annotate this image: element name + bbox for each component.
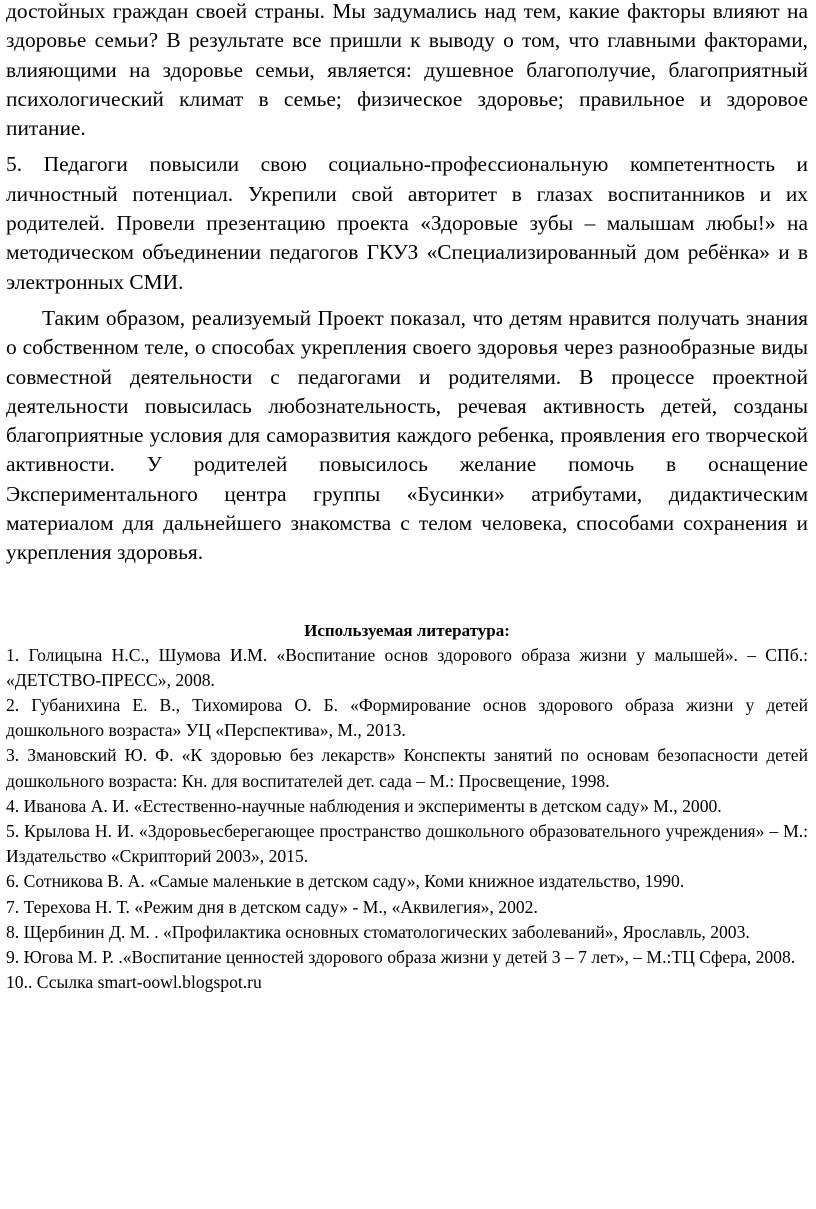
literature-item: 4. Иванова А. И. «Естественно-научные наблюдения и эксперименты в детском саду» М., 2000. — [6, 795, 722, 816]
literature-title: Используемая литература: — [304, 620, 510, 640]
literature-item: 5. Крылова Н. И. «Здоровьесберегающее пространство дошкольного образовательного учреждения» – М.: Издательство «Скрипторий 2003», 2015. — [6, 821, 808, 867]
paragraph-teachers-competence: 5. Педагоги повысили свою социально-профессиональную компетентность и личностный потенциал. Укрепили свой авторитет в глазах воспитанников и их родителей. Провели презентацию проекта «Здоровые зубы – малышам любы!» на методическом объединении педагогов ГКУЗ «Специализированный дом ребёнка» и в электронных СМИ. — [6, 152, 808, 294]
literature-item: 1. Голицына Н.С., Шумова И.М. «Воспитание основ здорового образа жизни у малышей». – СПб.: «ДЕТСТВО-ПРЕСС», 2008. — [6, 644, 808, 690]
literature-item: 8. Щербинин Д. М. . «Профилактика основных стоматологических заболеваний», Ярославль, 2003. — [6, 921, 750, 942]
literature-list — [6, 643, 808, 996]
literature-item: 2. Губанихина Е. В., Тихомирова О. Б. «Формирование основ здорового образа жизни у детей дошкольного возраста» УЦ «Перспектива», М., 2013. — [6, 695, 808, 741]
paragraph-conclusion: Таким образом, реализуемый Проект показал, что детям нравится получать знания о собственном теле, о способах укрепления своего здоровья через разнообразные виды совместной деятельности с педагогами и родителями. В процессе проектной деятельности повысилась любознательность, речевая активность детей, созданы благоприятные условия для саморазвития каждого ребенка, проявления его творческой активности. У родителей повысилось желание помочь в оснащение Экспериментального центра группы «Бусинки» атрибутами, дидактическим материалом для дальнейшего знакомства с телом человека, способами сохранения и укрепления здоровья. — [6, 305, 808, 565]
literature-item: 9. Югова М. Р. .«Воспитание ценностей здорового образа жизни у детей 3 – 7 лет», – М.:ТЦ Сфера, 2008. — [6, 947, 796, 968]
main-text — [6, 0, 808, 568]
literature-item: 7. Терехова Н. Т. «Режим дня в детском саду» - М., «Аквилегия», 2002. — [6, 896, 538, 917]
literature-item: 10.. Ссылка smart-oowl.blogspot.ru — [6, 972, 262, 993]
paragraph-family-health: достойных граждан своей страны. Мы задумались над тем, какие факторы влияют на здоровье семьи? В результате все пришли к выводу о том, что главными факторами, влияющими на здоровье семьи, является: душевное благополучие, благоприятный психологический климат в семье; физическое здоровье; правильное и здоровое питание. — [6, 0, 808, 141]
literature-item: 6. Сотникова В. А. «Самые маленькие в детском саду», Коми книжное издательство, 1990. — [6, 871, 685, 892]
literature-item: 3. Змановский Ю. Ф. «К здоровью без лекарств» Конспекты занятий по основам безопасности детей дошкольного возраста: Кн. для воспитателей дет. сада – М.: Просвещение, 1998. — [6, 745, 808, 791]
